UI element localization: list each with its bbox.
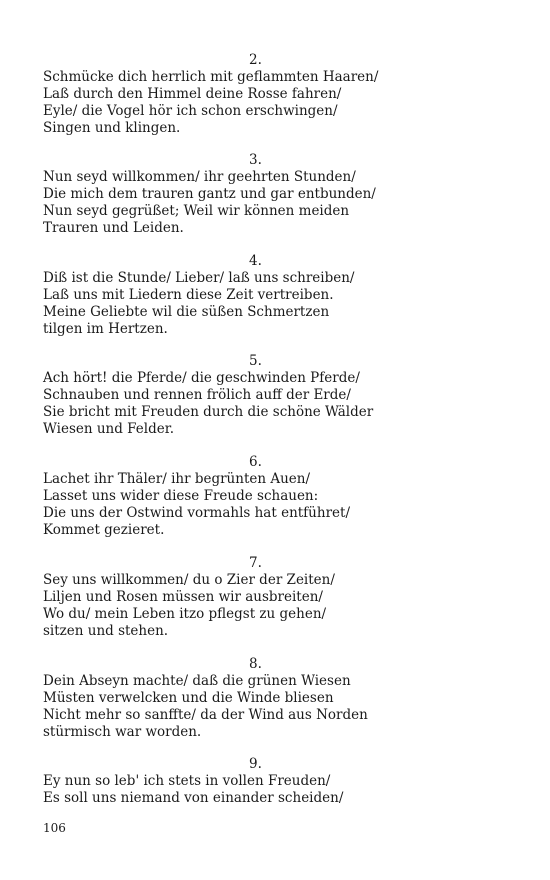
- stanza-number: 7.: [249, 555, 262, 571]
- stanza-number: 4.: [249, 253, 262, 269]
- verse-line: Die mich dem trauren gantz und gar entbunden/: [43, 186, 376, 202]
- verse-line: Laß durch den Himmel deine Rosse fahren/: [43, 86, 342, 102]
- verse-line: Nun seyd gegrüßet; Weil wir können meiden: [43, 203, 350, 219]
- verse-line: Schmücke dich herrlich mit geflammten Haaren/: [43, 69, 379, 85]
- verse-line: Singen und klingen.: [43, 120, 181, 136]
- verse-line: Lachet ihr Thäler/ ihr begrünten Auen/: [43, 471, 311, 487]
- verse-line: Ach hört! die Pferde/ die geschwinden Pferde/: [43, 370, 360, 386]
- stanza-number: 5.: [249, 353, 262, 369]
- verse-line: Eyle/ die Vogel hör ich schon erschwingen/: [43, 103, 338, 119]
- verse-line: Diß ist die Stunde/ Lieber/ laß uns schreiben/: [43, 270, 355, 286]
- stanza-number: 2.: [249, 52, 262, 68]
- verse-line: Kommet gezieret.: [43, 522, 165, 538]
- verse-line: tilgen im Hertzen.: [43, 321, 168, 337]
- verse-line: Müsten verwelcken und die Winde bliesen: [43, 690, 334, 706]
- verse-line: Liljen und Rosen müssen wir ausbreiten/: [43, 589, 323, 605]
- verse-line: Ey nun so leb' ich stets in vollen Freuden/: [43, 773, 331, 789]
- verse-line: Wiesen und Felder.: [43, 421, 174, 437]
- verse-line: Dein Abseyn machte/ daß die grünen Wiesen: [43, 673, 351, 689]
- verse-line: sitzen und stehen.: [43, 623, 169, 639]
- verse-line: Trauren und Leiden.: [43, 220, 184, 236]
- verse-line: Wo du/ mein Leben itzo pflegst zu gehen/: [43, 606, 327, 622]
- verse-line: Sey uns willkommen/ du o Zier der Zeiten/: [43, 572, 335, 588]
- verse-line: Nun seyd willkommen/ ihr geehrten Stunden/: [43, 169, 356, 185]
- verse-line: Schnauben und rennen frölich auff der Erde/: [43, 387, 351, 403]
- verse-line: Meine Geliebte wil die süßen Schmertzen: [43, 304, 330, 320]
- verse-line: Sie bricht mit Freuden durch die schöne Wälder: [43, 404, 374, 420]
- verse-line: Laß uns mit Liedern diese Zeit vertreiben.: [43, 287, 334, 303]
- stanza-number: 3.: [249, 152, 262, 168]
- verse-line: Nicht mehr so sanffte/ da der Wind aus Norden: [43, 707, 368, 723]
- verse-line: Lasset uns wider diese Freude schauen:: [43, 488, 319, 504]
- verse-line: Die uns der Ostwind vormahls hat entführet/: [43, 505, 350, 521]
- verse-line: stürmisch war worden.: [43, 724, 202, 740]
- stanza-number: 9.: [249, 756, 262, 772]
- stanza-number: 8.: [249, 656, 262, 672]
- verse-line: Es soll uns niemand von einander scheiden/: [43, 790, 344, 806]
- page-number: 106: [43, 821, 66, 835]
- stanza-number: 6.: [249, 454, 262, 470]
